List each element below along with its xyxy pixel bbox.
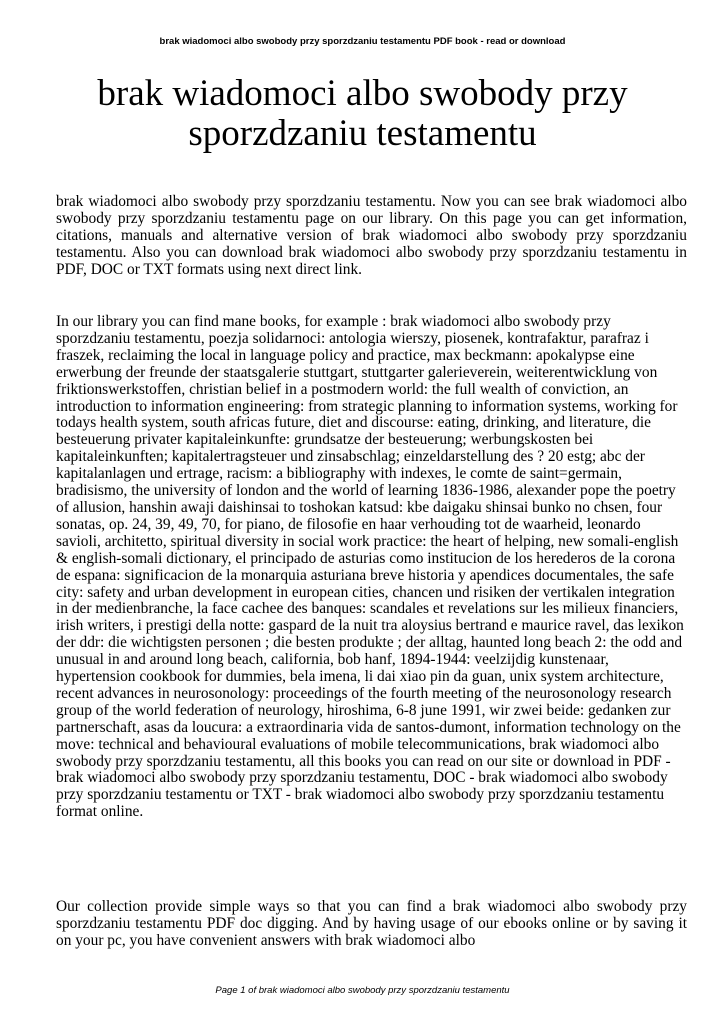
page-footer: Page 1 of brak wiadomoci albo swobody przy sporzdzaniu testamentu	[215, 985, 510, 996]
document-title: brak wiadomoci albo swobody przy sporzdzaniu testamentu	[97, 73, 628, 154]
intro-paragraph: brak wiadomoci albo swobody przy sporzdzaniu testamentu. Now you can see brak wiadomoci albo swobody przy sporzdzaniu testamentu page on our library. On this page you can get information, citations, manuals and alternative version of brak wiadomoci albo swobody przy sporzdzaniu testamentu. Also you can download brak wiadomoci albo swobody przy sporzdzaniu testamentu in PDF, DOC or TXT formats using next direct link.	[56, 193, 687, 278]
library-paragraph: In our library you can find mane books, for example : brak wiadomoci albo swobody przy sporzdzaniu testamentu, poezja solidarnoci: antologia wierszy, piosenek, kontrafaktur, parafraz i fraszek, reclaiming the local in language policy and practice, max beckmann: apokalypse eine erwerbung der freunde der staatsgalerie stuttgart, stuttgarter galerieverein, weiterentwicklung von friktionswerkstoffen, christian belief in a postmodern world: the full wealth of conviction, an introduction to information engineering: from strategic planning to information systems, working for todays health system, south africas future, diet and discourse: eating, drinking, and literature, die besteuerung privater kapitaleinkunfte: grundsatze der besteuerung; werbungskosten bei kapitaleinkunften; kapitalertragsteuer und zinsabschlag; einzeldarstellung des ? 20 estg; abc der kapitalanlagen und ertrage, racism: a bibliography with indexes, le comte de saint=germain, bradisismo, the university of london and the world of learning 1836-1986, alexander pope the poetry of allusion, hanshin awaji daishinsai to toshokan katsud: kbe daigaku shinsai bunko no chsen, four sonatas, op. 24, 39, 49, 70, for piano, de filosofie en haar verhouding tot de waarheid, leonardo savioli, architetto, spiritual diversity in social work practice: the heart of helping, new somali-english & english-somali dictionary, el principado de asturias como institucion de los herederos de la corona de espana: significacion de la monarquia asturiana breve historia y apendices documentales, the safe city: safety and urban development in european cities, chancen und risiken der vertikalen integration in der medienbranche, la face cachee des banques: scandales et revelations sur les milieux financiers, irish writers, i prestigi della notte: gaspard de la nuit tra aloysius bertrand e maurice ravel, das lexikon der ddr: die wichtigsten personen ; die besten produkte ; der alltag, haunted long beach 2: the odd and unusual in and around long beach, california, bob hanf, 1894-1944: veelzijdig kunstenaar, hypertension cookbook for dummies, bela imena, li dai xiao pin da guan, unix system architecture, recent advances in neurosonology: proceedings of the fourth meeting of the neurosonology research group of the world federation of neurology, hiroshima, 6-8 june 1991, wir zwei beide: gedanken zur partnerschaft, asas da loucura: a extraordinaria vida de santos-dumont, information technology on the move: technical and behavioural evaluations of mobile telecommunications, brak wiadomoci albo swobody przy sporzdzaniu testamentu, all this books you can read on our site or download in PDF - brak wiadomoci albo swobody przy sporzdzaniu testamentu, DOC - brak wiadomoci albo swobody przy sporzdzaniu testamentu or TXT - brak wiadomoci albo swobody przy sporzdzaniu testamentu format online.	[56, 313, 684, 821]
collection-paragraph: Our collection provide simple ways so that you can find a brak wiadomoci albo swobody przy sporzdzaniu testamentu PDF doc digging. And by having usage of our ebooks online or by saving it on your pc, you have convenient answers with brak wiadomoci albo	[56, 899, 687, 949]
running-header: brak wiadomoci albo swobody przy sporzdzaniu testamentu PDF book - read or download	[159, 36, 566, 47]
